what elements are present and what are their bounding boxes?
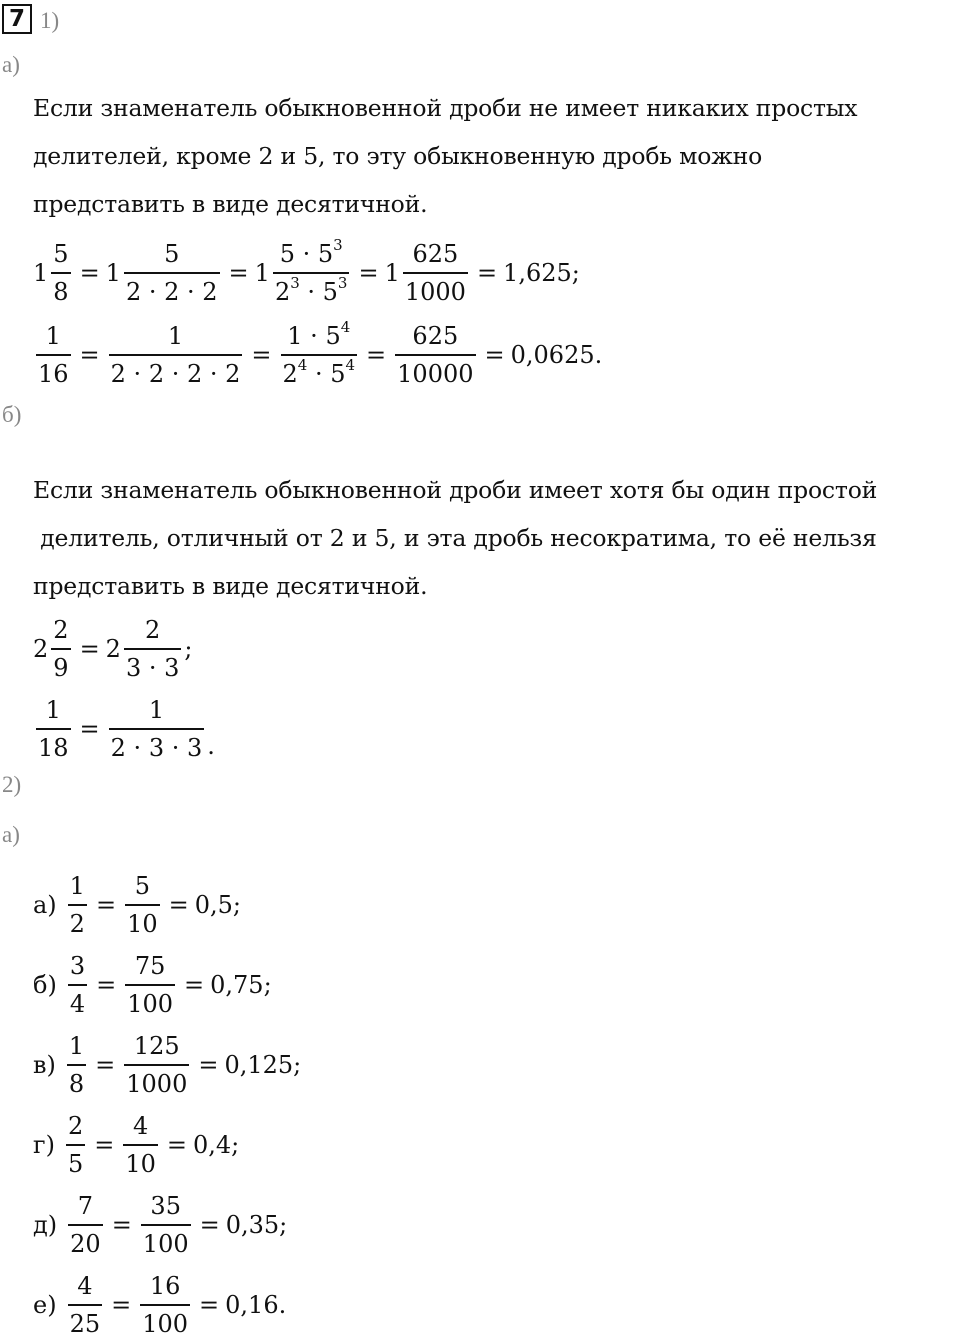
- fraction: $\frac{5}{8}$: [51, 236, 70, 310]
- equals-sign: =: [111, 1211, 132, 1239]
- part1-b-equation-1: 2 $\frac{2}{9}$ = 2 $\frac{2}{3 \cdot 3}$ ;: [33, 612, 192, 686]
- denominator: 20: [68, 1224, 103, 1262]
- result: 0,5;: [194, 891, 241, 919]
- fraction: [123, 1108, 158, 1182]
- fraction: $\frac{625}{1000}$: [403, 236, 468, 310]
- item-letter: д): [33, 1211, 58, 1239]
- whole-part: 2: [105, 635, 121, 663]
- fraction: [125, 868, 160, 942]
- numerator: 3: [69, 952, 86, 980]
- fraction: [141, 1188, 191, 1262]
- part2-label: 2): [2, 772, 22, 797]
- fraction: [125, 948, 175, 1022]
- denominator: 4: [68, 984, 87, 1022]
- part1-a-paragraph: [33, 84, 857, 228]
- item-letter: в): [33, 1051, 56, 1079]
- whole-part: 2: [33, 635, 49, 663]
- whole-part: 1: [33, 259, 49, 287]
- whole-part: 1: [384, 259, 400, 287]
- result: 0,125;: [224, 1051, 302, 1079]
- denominator: 8: [67, 1064, 86, 1102]
- fraction: $\frac{1}{16}$: [36, 318, 71, 392]
- list-item: [33, 948, 272, 1022]
- equals-sign: =: [111, 1291, 132, 1319]
- paragraph-line: представить в виде десятичной.: [33, 190, 428, 218]
- fraction: $\frac{1}{2 \cdot 3 \cdot 3}$: [109, 692, 205, 766]
- denominator: 5: [66, 1144, 85, 1182]
- result: 0,35;: [225, 1211, 288, 1239]
- fraction: $\frac{1 \cdot 5^4}{2^4 \cdot 5^4}$: [281, 318, 358, 392]
- whole-part: 1: [254, 259, 270, 287]
- paragraph-line: Если знаменатель обыкновенной дроби имеет хотя бы один простой: [33, 476, 878, 504]
- part1-b-equation-2: $\frac{1}{18}$ = $\frac{1}{2 \cdot 3 \cdot 3}$ .: [33, 692, 215, 766]
- list-item: [33, 1188, 287, 1262]
- denominator: 10: [123, 1144, 158, 1182]
- result: 0,0625.: [510, 341, 603, 369]
- list-item: [33, 868, 241, 942]
- denominator: 100: [125, 984, 175, 1022]
- list-item: [33, 1108, 239, 1182]
- fraction: [124, 1028, 189, 1102]
- fraction: [68, 868, 87, 942]
- part1-b-label: б): [2, 402, 22, 427]
- part1-b-paragraph: [33, 466, 877, 610]
- item-letter: б): [33, 971, 57, 999]
- part1-a-label: а): [2, 52, 20, 77]
- list-item: [33, 1268, 286, 1342]
- equals-sign: =: [184, 971, 205, 999]
- fraction: $\frac{5 \cdot 5^3}{2^3 \cdot 5^3}$: [273, 236, 350, 310]
- denominator: 2: [68, 904, 87, 942]
- fraction: [68, 1268, 103, 1342]
- task-number-box: 7: [2, 4, 32, 34]
- result: 0,4;: [192, 1131, 240, 1159]
- paragraph-line: делитель, отличный от 2 и 5, и эта дробь несократима, то её нельзя: [33, 524, 877, 552]
- equals-sign: =: [199, 1291, 220, 1319]
- fraction: $\frac{1}{18}$: [36, 692, 71, 766]
- paragraph-line: Если знаменатель обыкновенной дроби не имеет никаких простых: [33, 94, 858, 122]
- denominator: 25: [68, 1304, 103, 1342]
- fraction: $\frac{2}{3 \cdot 3}$: [124, 612, 181, 686]
- fraction: [68, 948, 87, 1022]
- fraction: $\frac{5}{2 \cdot 2 \cdot 2}$: [124, 236, 220, 310]
- equals-sign: =: [198, 1051, 219, 1079]
- numerator: 4: [77, 1272, 93, 1300]
- fraction: $\frac{1}{2 \cdot 2 \cdot 2 \cdot 2}$: [109, 318, 243, 392]
- numerator: 1: [69, 872, 85, 900]
- result: 1,625;: [503, 259, 580, 287]
- numerator: 75: [134, 952, 166, 980]
- part1-a-equation-2: $\frac{1}{16}$ = $\frac{1}{2 \cdot 2 \cdot 2 \cdot 2}$ = $\frac{1 \cdot 5^4}{2^4 \cdot 5^4}$ = $\frac{625}{10000}$ = 0,0625.: [33, 318, 602, 392]
- whole-part: 1: [105, 259, 121, 287]
- equals-sign: =: [94, 1131, 115, 1159]
- fraction: $\frac{625}{10000}$: [395, 318, 475, 392]
- numerator: 4: [132, 1112, 149, 1140]
- paragraph-line: делителей, кроме 2 и 5, то эту обыкновенную дробь можно: [33, 142, 763, 170]
- equals-sign: =: [95, 1051, 116, 1079]
- denominator: 100: [141, 1224, 191, 1262]
- result: 0,16.: [225, 1291, 287, 1319]
- denominator: 10: [125, 904, 160, 942]
- paragraph-line: представить в виде десятичной.: [33, 572, 428, 600]
- numerator: 16: [149, 1272, 181, 1300]
- equals-sign: =: [168, 891, 189, 919]
- numerator: 7: [77, 1192, 94, 1220]
- part1-label: 1): [40, 8, 60, 33]
- item-letter: е): [33, 1291, 57, 1319]
- denominator: 1000: [124, 1064, 189, 1102]
- fraction: [67, 1028, 86, 1102]
- fraction: [140, 1268, 190, 1342]
- denominator: 100: [140, 1304, 190, 1342]
- numerator: 125: [133, 1032, 180, 1060]
- fraction: [68, 1188, 103, 1262]
- equals-sign: =: [95, 891, 117, 919]
- fraction: [66, 1108, 85, 1182]
- numerator: 2: [67, 1112, 84, 1140]
- list-item: [33, 1028, 301, 1102]
- numerator: 35: [150, 1192, 181, 1220]
- item-letter: г): [33, 1131, 55, 1159]
- part2-a-label: а): [2, 822, 20, 847]
- item-letter: а): [33, 891, 57, 919]
- numerator: 1: [68, 1032, 85, 1060]
- equals-sign: =: [199, 1211, 220, 1239]
- part1-a-equation-1: 1 $\frac{5}{8}$ = 1 $\frac{5}{2 \cdot 2 \cdot 2}$ = 1 $\frac{5 \cdot 5^3}{2^3 \cdot 5^3}$ = 1 $\frac{625}{1000}$ = 1,625;: [33, 236, 580, 310]
- fraction: $\frac{2}{9}$: [51, 612, 70, 686]
- result: 0,75;: [210, 971, 272, 999]
- equals-sign: =: [96, 971, 117, 999]
- equals-sign: =: [166, 1131, 187, 1159]
- numerator: 5: [134, 872, 150, 900]
